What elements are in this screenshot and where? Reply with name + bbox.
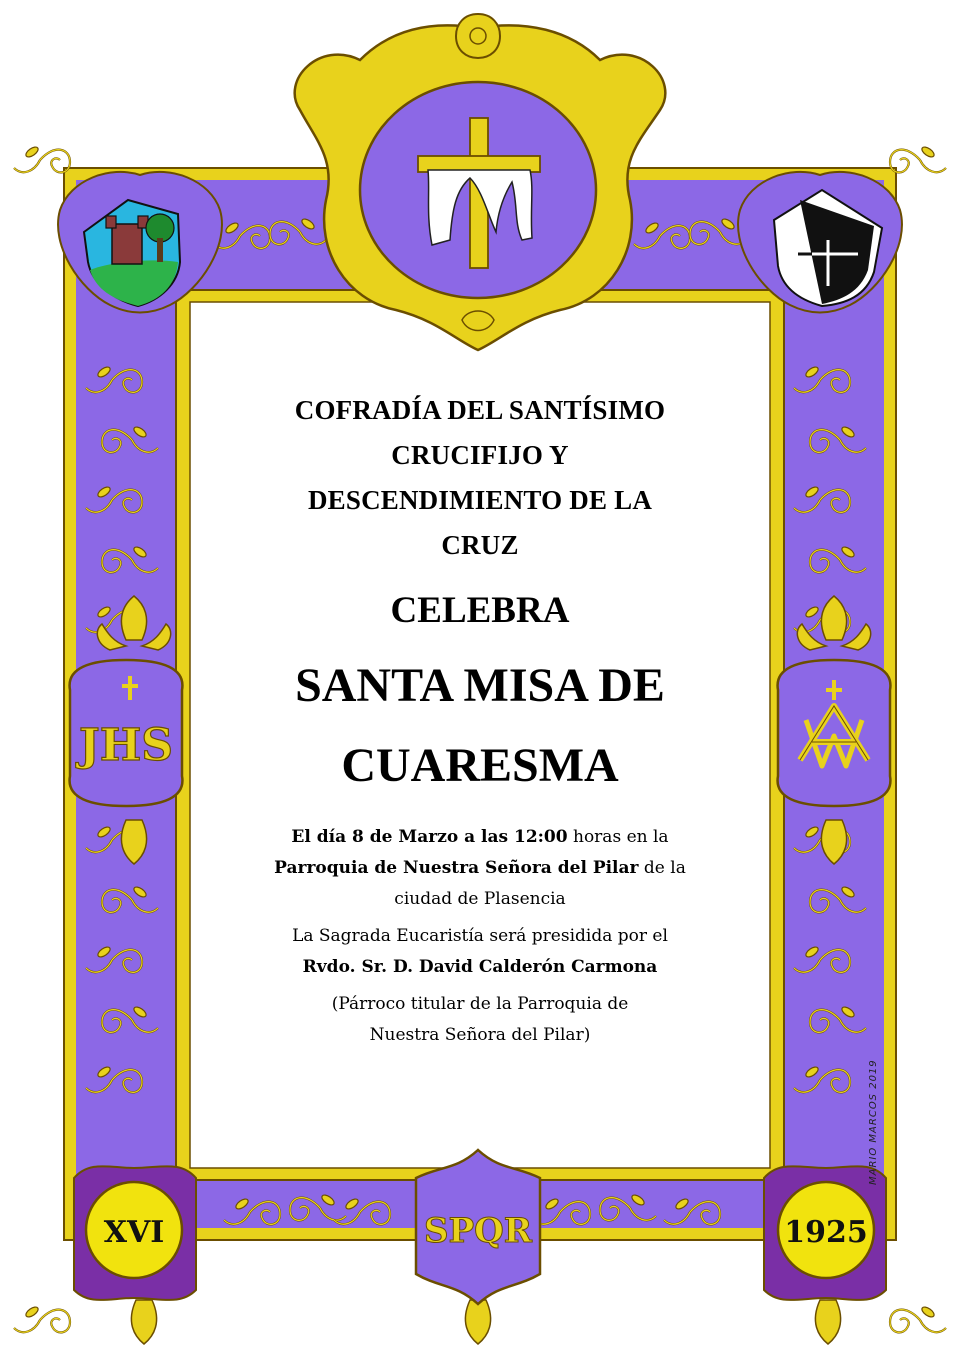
details-text: de la [638,858,686,878]
parish-name: Parroquia de Nuestra Señora del Pilar [274,858,639,878]
celebrant-role-paragraph [196,989,764,1051]
spqr-medallion [416,1150,540,1304]
celebra-label: CELEBRA [390,590,570,631]
brotherhood-name [196,388,764,568]
spqr-label: SPQR [424,1211,532,1251]
1925-medallion [764,1166,886,1300]
jhs-medallion [70,660,183,806]
heading-line: CRUCIFIJO Y [391,440,569,470]
heading-line: CRUZ [441,530,519,560]
ave-maria-monogram-icon [778,660,891,806]
heading-line: DESCENDIMIENTO DE LA [307,485,653,515]
event-details [196,822,764,1051]
xvi-medallion [74,1166,196,1300]
celebrant-paragraph [196,921,764,983]
details-text: horas en la [567,827,669,847]
1925-label: 1925 [784,1215,868,1250]
heading-line: COFRADÍA DEL SANTÍSIMO [294,395,666,425]
jhs-monogram: JHS [78,720,174,771]
xvi-label: XVI [103,1215,165,1250]
presided-text: La Sagrada Eucaristía será presidida por el [292,926,668,946]
announcement-text [196,380,764,1100]
title-line: SANTA MISA DE [295,659,665,712]
date-time: El día 8 de Marzo a las 12:00 [291,827,568,847]
city-text: ciudad de Plasencia [394,889,566,909]
artist-signature: MARIO MARCOS 2019 [868,1059,879,1185]
event-title [196,646,764,806]
celebrant-name: Rvdo. Sr. D. David Calderón Carmona [302,957,658,977]
title-line: CUARESMA [341,739,619,792]
role-line: Nuestra Señora del Pilar) [369,1025,591,1045]
role-line: (Párroco titular de la Parroquia de [331,994,629,1014]
date-location-paragraph [196,822,764,915]
